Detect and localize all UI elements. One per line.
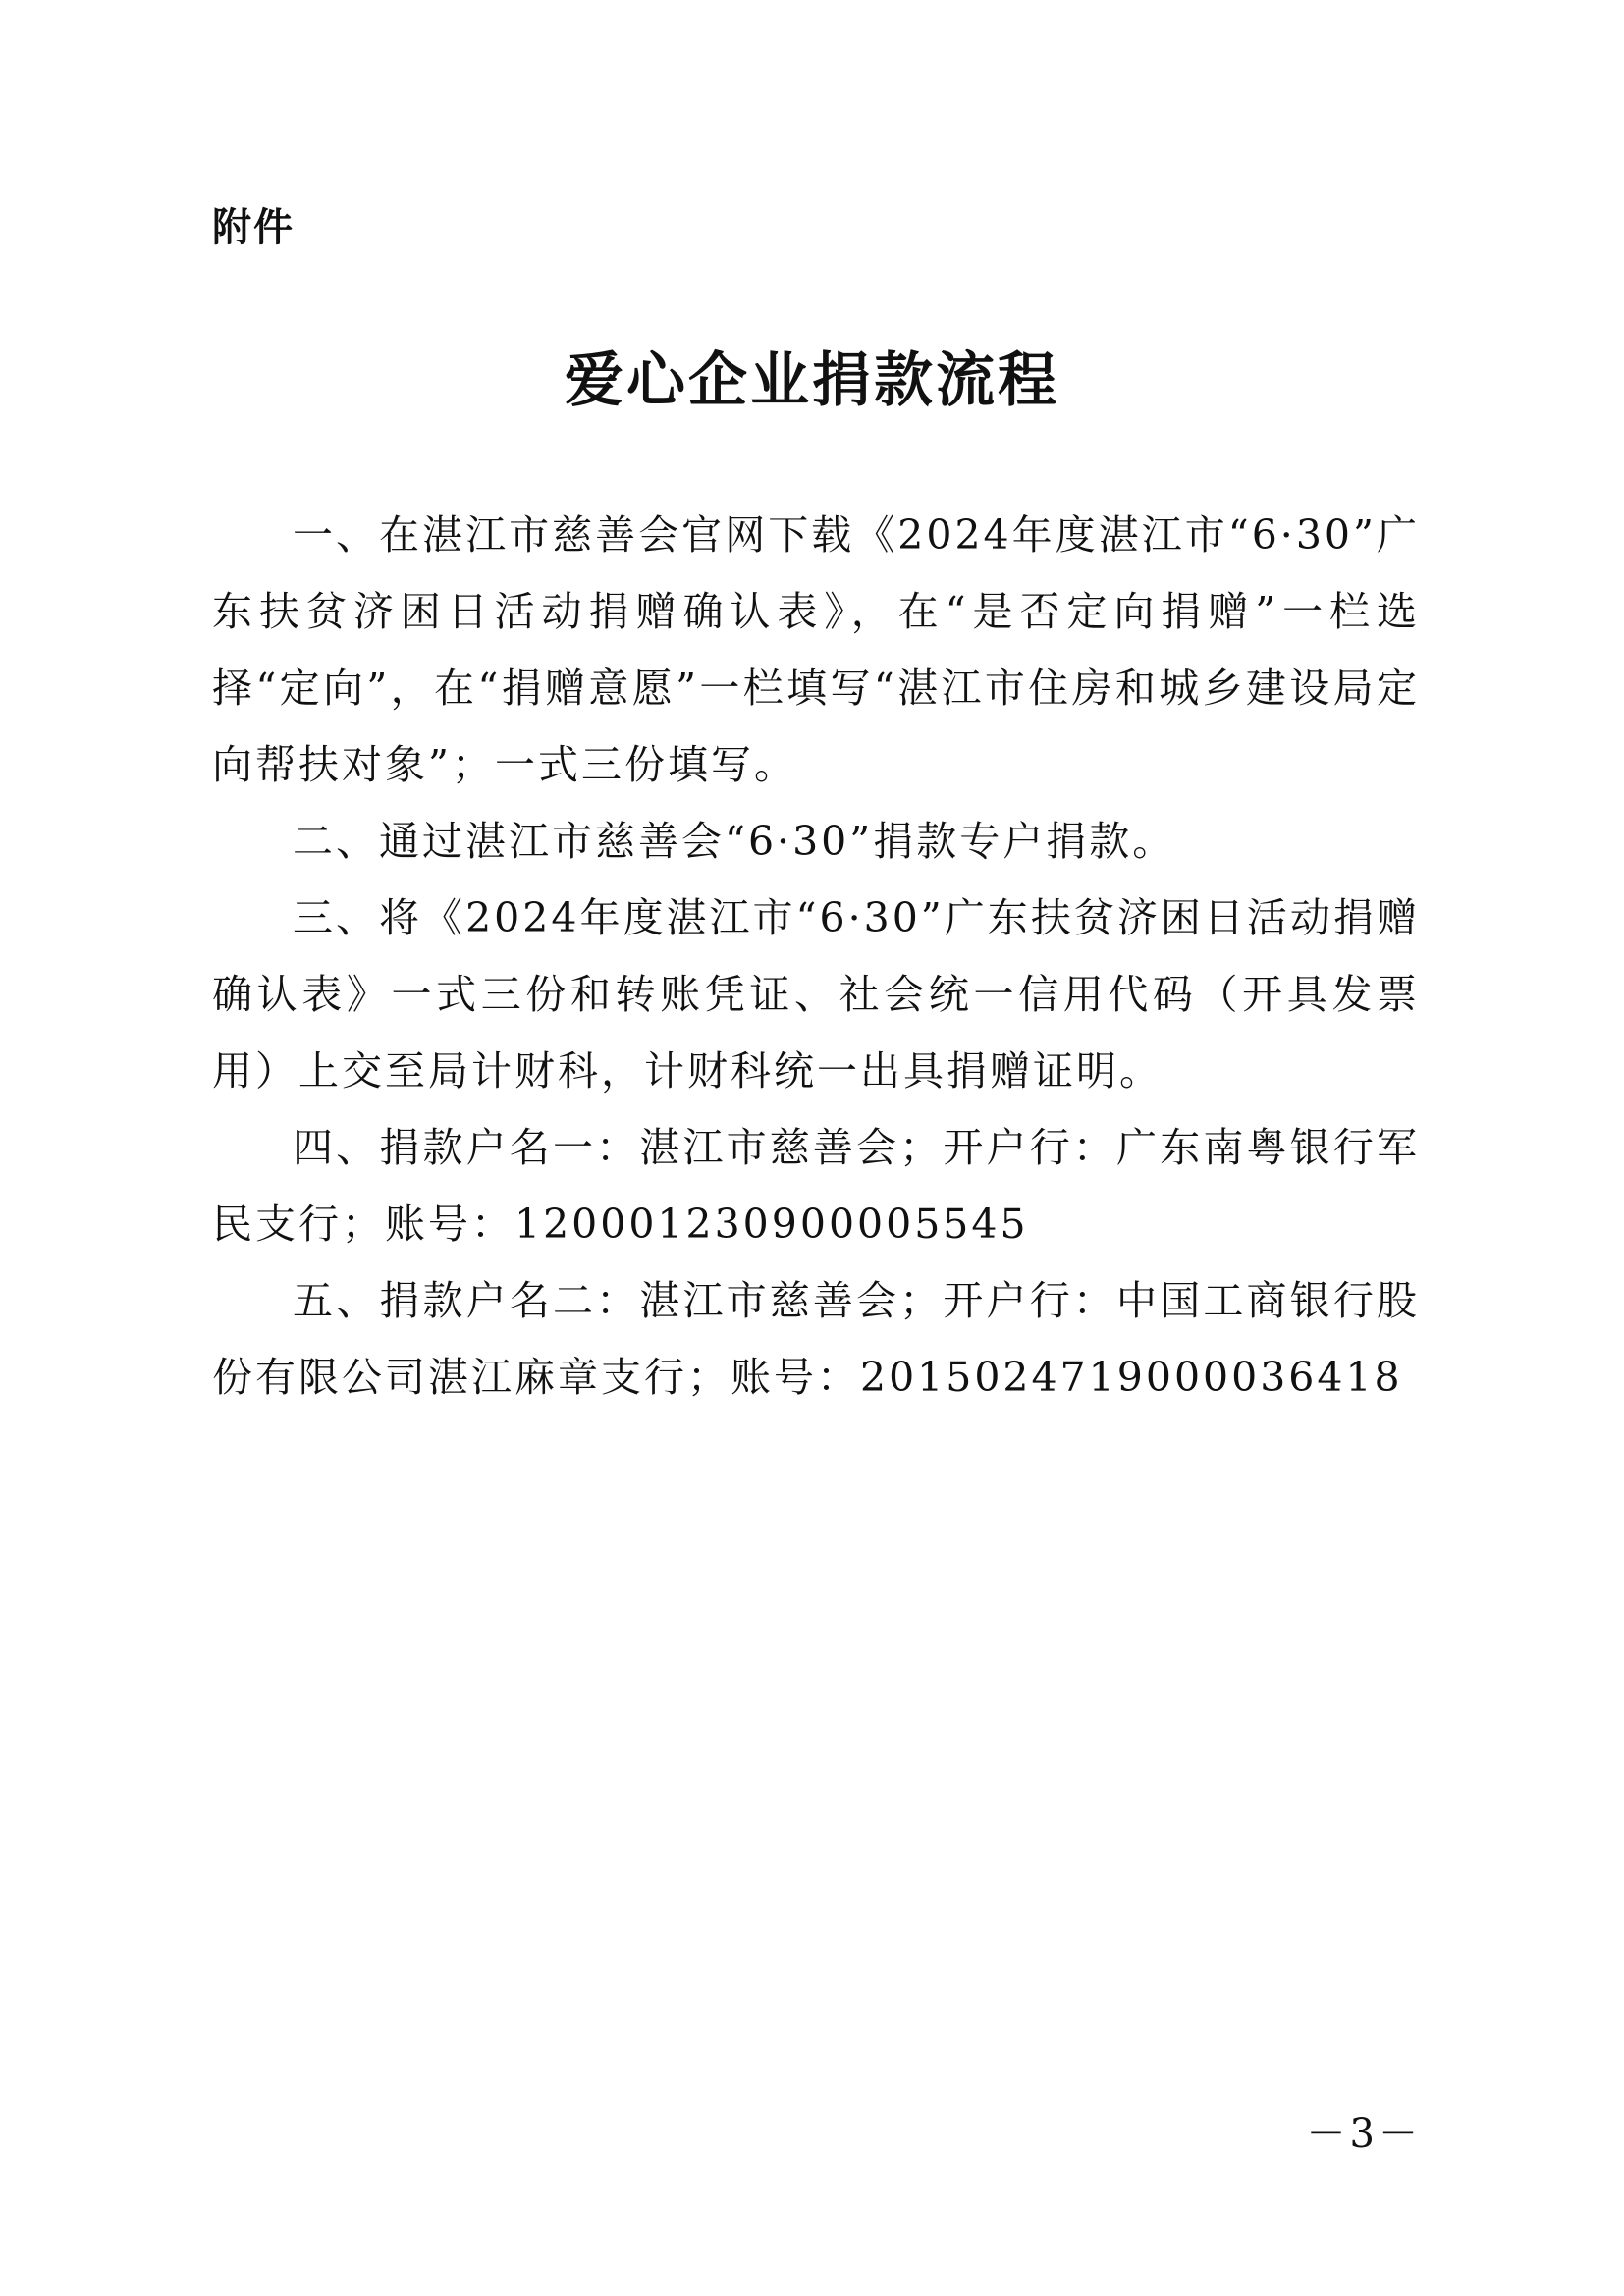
document-body bbox=[212, 497, 1420, 1415]
paragraph-step-2: 二、通过湛江市慈善会“6·30”捐款专户捐款。 bbox=[293, 818, 1176, 865]
paragraph-account-1: 四、捐款户名一：湛江市慈善会；开户行：广东南粤银行军民支行；账号：120001230900005545 bbox=[212, 1124, 1420, 1248]
page-number: －3－ bbox=[1306, 2111, 1422, 2157]
paragraph-step-3: 三、将《2024年度湛江市“6·30”广东扶贫济困日活动捐赠确认表》一式三份和转账凭证、社会统一信用代码（开具发票用）上交至局计财科，计财科统一出具捐赠证明。 bbox=[212, 894, 1420, 1095]
attachment-label: 附件 bbox=[212, 205, 295, 250]
document-title: 爱心企业捐款流程 bbox=[565, 347, 1059, 415]
paragraph-account-2: 五、捐款户名二：湛江市慈善会；开户行：中国工商银行股份有限公司湛江麻章支行；账号：2015024719000036418 bbox=[212, 1277, 1420, 1401]
paragraph-step-1: 一、在湛江市慈善会官网下载《2024年度湛江市“6·30”广东扶贫济困日活动捐赠确认表》，在“是否定向捐赠”一栏选择“定向”，在“捐赠意愿”一栏填写“湛江市住房和城乡建设局定向帮扶对象”；一式三份填写。 bbox=[212, 511, 1420, 788]
